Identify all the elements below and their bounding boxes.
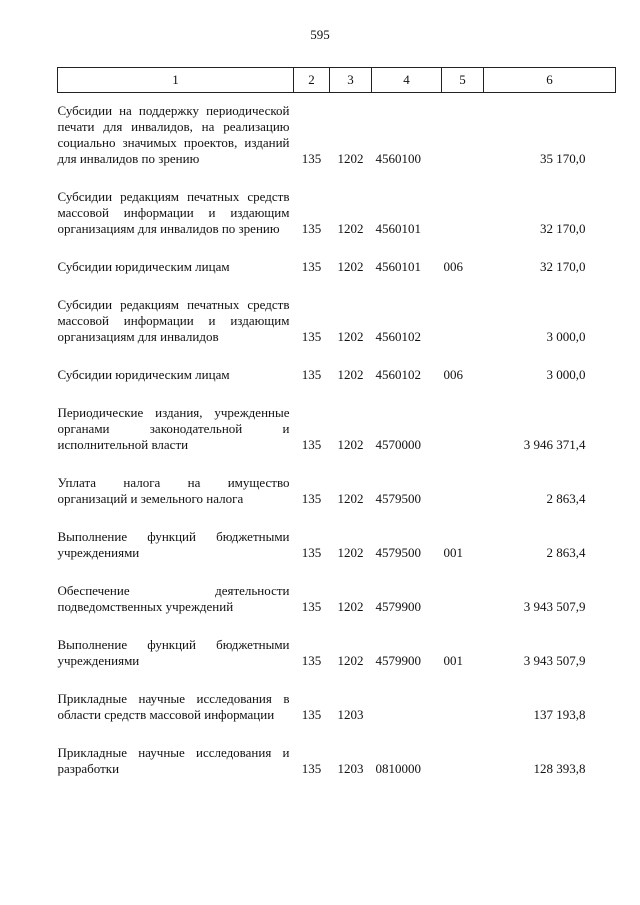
row-col-4 [372, 669, 442, 723]
header-cell-2: 2 [294, 68, 330, 93]
row-name: Выполнение функций бюджетными учреждениями [57, 529, 290, 560]
row-amount: 2 863,4 [546, 545, 586, 560]
row-col-4: 4560101 [375, 259, 421, 274]
header-row [58, 68, 616, 93]
row-amount: 3 943 507,9 [523, 653, 586, 668]
row-name: Субсидии юридическим лицам [57, 367, 230, 382]
row-name: Выполнение функций бюджетными учреждениями [57, 637, 290, 668]
row-col-2: 135 [301, 707, 322, 722]
row-col-5: 006 [443, 367, 463, 382]
row-amount: 32 170,0 [540, 259, 586, 274]
table-row [58, 615, 616, 669]
row-col-2: 135 [301, 491, 322, 506]
header-cell-6: 6 [484, 68, 616, 93]
row-amount: 35 170,0 [540, 151, 586, 166]
table-row [58, 275, 616, 345]
row-col-4: 4560102 [375, 329, 421, 344]
table-row [58, 507, 616, 561]
row-name: Субсидии редакциям печатных средств массовой информации и издающим организациям для инвалидов по зрению [57, 189, 290, 236]
row-col-3: 1202 [337, 259, 364, 274]
table-row [58, 345, 616, 383]
row-col-5 [442, 275, 484, 345]
row-amount: 3 943 507,9 [523, 599, 586, 614]
row-col-2: 135 [301, 545, 322, 560]
row-col-4: 4560100 [375, 151, 421, 166]
row-name: Обеспечение деятельности подведомственных учреждений [57, 583, 290, 614]
row-name: Прикладные научные исследования и разработки [57, 745, 290, 776]
row-col-2: 135 [301, 329, 322, 344]
header-cell-5: 5 [442, 68, 484, 93]
table-row [58, 723, 616, 777]
row-col-5: 001 [443, 653, 463, 668]
row-col-3: 1203 [337, 761, 364, 776]
budget-table [57, 67, 616, 777]
row-col-5 [442, 561, 484, 615]
row-col-4: 4570000 [375, 437, 421, 452]
row-col-3: 1202 [337, 367, 364, 382]
row-col-3: 1202 [337, 151, 364, 166]
row-amount: 137 193,8 [533, 707, 586, 722]
row-col-3: 1202 [337, 545, 364, 560]
row-col-3: 1203 [337, 707, 364, 722]
row-col-2: 135 [301, 367, 322, 382]
header-cell-3: 3 [330, 68, 372, 93]
row-col-2: 135 [301, 599, 322, 614]
table-row [58, 93, 616, 168]
row-col-3: 1202 [337, 329, 364, 344]
table-row [58, 561, 616, 615]
row-col-3: 1202 [337, 437, 364, 452]
row-col-3: 1202 [337, 221, 364, 236]
row-amount: 3 946 371,4 [523, 437, 586, 452]
row-col-4: 4560101 [375, 221, 421, 236]
row-col-5: 001 [443, 545, 463, 560]
row-col-4: 4579900 [375, 599, 421, 614]
row-col-2: 135 [301, 151, 322, 166]
row-col-3: 1202 [337, 491, 364, 506]
row-col-5: 006 [443, 259, 463, 274]
table-row [58, 237, 616, 275]
row-col-5 [442, 383, 484, 453]
row-col-4: 0810000 [375, 761, 421, 776]
table-row [58, 167, 616, 237]
row-col-4: 4560102 [375, 367, 421, 382]
row-col-5 [442, 93, 484, 168]
row-amount: 32 170,0 [540, 221, 586, 236]
row-col-3: 1202 [337, 599, 364, 614]
row-col-4: 4579500 [375, 545, 421, 560]
row-amount: 2 863,4 [546, 491, 586, 506]
row-amount: 128 393,8 [533, 761, 586, 776]
header-cell-4: 4 [372, 68, 442, 93]
row-name: Субсидии редакциям печатных средств массовой информации и издающим организациям для инвалидов [57, 297, 290, 344]
row-col-2: 135 [301, 221, 322, 236]
row-name: Периодические издания, учрежденные органами законодательной и исполнительной власти [57, 405, 290, 452]
row-amount: 3 000,0 [546, 367, 586, 382]
row-name: Прикладные научные исследования в области средств массовой информации [57, 691, 290, 722]
header-cell-1: 1 [58, 68, 294, 93]
page-number: 595 [310, 27, 330, 42]
row-col-2: 135 [301, 761, 322, 776]
row-name: Уплата налога на имущество организаций и земельного налога [57, 475, 290, 506]
row-col-5 [442, 453, 484, 507]
row-col-4: 4579500 [375, 491, 421, 506]
row-name: Субсидии юридическим лицам [57, 259, 230, 274]
row-amount: 3 000,0 [546, 329, 586, 344]
row-col-5 [442, 669, 484, 723]
row-name: Субсидии на поддержку периодической печати для инвалидов, на реализацию социально значимых проектов, изданий для инвалидов по зрению [57, 103, 290, 166]
table-row [58, 669, 616, 723]
table-body [58, 93, 616, 778]
row-col-4: 4579900 [375, 653, 421, 668]
row-col-2: 135 [301, 437, 322, 452]
row-col-2: 135 [301, 653, 322, 668]
row-col-2: 135 [301, 259, 322, 274]
table-row [58, 383, 616, 453]
row-col-3: 1202 [337, 653, 364, 668]
row-col-5 [442, 723, 484, 777]
table-row [58, 453, 616, 507]
table-header [58, 68, 616, 93]
row-col-5 [442, 167, 484, 237]
